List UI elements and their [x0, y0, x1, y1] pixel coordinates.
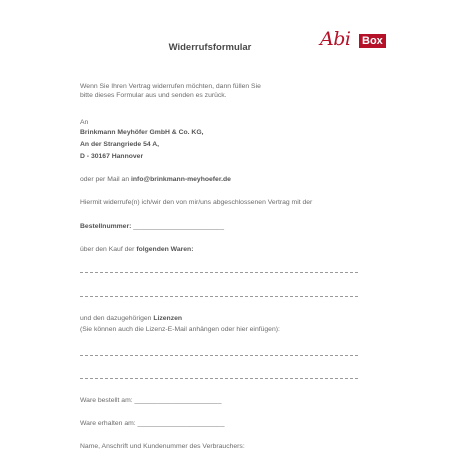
intro-line-1: Wenn Sie Ihren Vertrag widerrufen möchten, dann füllen Sie	[80, 83, 261, 90]
received-label: Ware erhalten am:	[80, 420, 136, 427]
order-number-row	[80, 222, 224, 231]
form-title: Widerrufsformular	[168, 42, 252, 53]
licenses-note: (Sie können auch die Lizenz-E-Mail anhängen oder hier einfügen):	[80, 326, 280, 333]
mail-prefix: oder per Mail an	[80, 176, 132, 183]
licenses-blank-line-1[interactable]	[80, 355, 358, 356]
mail-address-link[interactable]: info@brinkmann-meyhoefer.de	[131, 176, 231, 183]
logo-box-text: Box	[359, 34, 386, 48]
address-company: Brinkmann Meyhöfer GmbH & Co. KG,	[80, 129, 204, 136]
received-row	[80, 419, 225, 428]
address-to: An	[80, 119, 89, 126]
goods-prefix: über den Kauf der	[80, 246, 137, 253]
received-date-field[interactable]: _______________________	[137, 420, 225, 427]
ordered-label: Ware bestellt am:	[80, 397, 133, 404]
goods-blank-line-1[interactable]	[80, 272, 358, 273]
licenses-prefix: und den dazugehörigen	[80, 315, 154, 322]
licenses-bold: Lizenzen	[153, 315, 183, 322]
goods-bold: folgenden Waren:	[136, 246, 194, 253]
logo-script-text: Abi	[320, 28, 351, 50]
mail-line	[80, 175, 231, 184]
licenses-line	[80, 314, 182, 323]
order-number-field[interactable]: ________________________	[133, 223, 224, 230]
statement-text: Hiermit widerrufe(n) ich/wir den von mir/uns abgeschlossenen Vertrag mit der	[80, 199, 313, 206]
address-street: An der Strangriede 54 A,	[80, 141, 160, 148]
consumer-label: Name, Anschrift und Kundenummer des Verbrauchers:	[80, 443, 245, 450]
goods-line	[80, 245, 193, 254]
ordered-row	[80, 396, 221, 405]
ordered-date-field[interactable]: _______________________	[134, 397, 222, 404]
goods-blank-line-2[interactable]	[80, 296, 358, 297]
intro-line-2: bitte dieses Formular aus und senden es zurück.	[80, 92, 227, 99]
address-city: D - 30167 Hannover	[80, 153, 144, 160]
order-number-label: Bestellnummer:	[80, 223, 132, 230]
licenses-blank-line-2[interactable]	[80, 378, 358, 379]
